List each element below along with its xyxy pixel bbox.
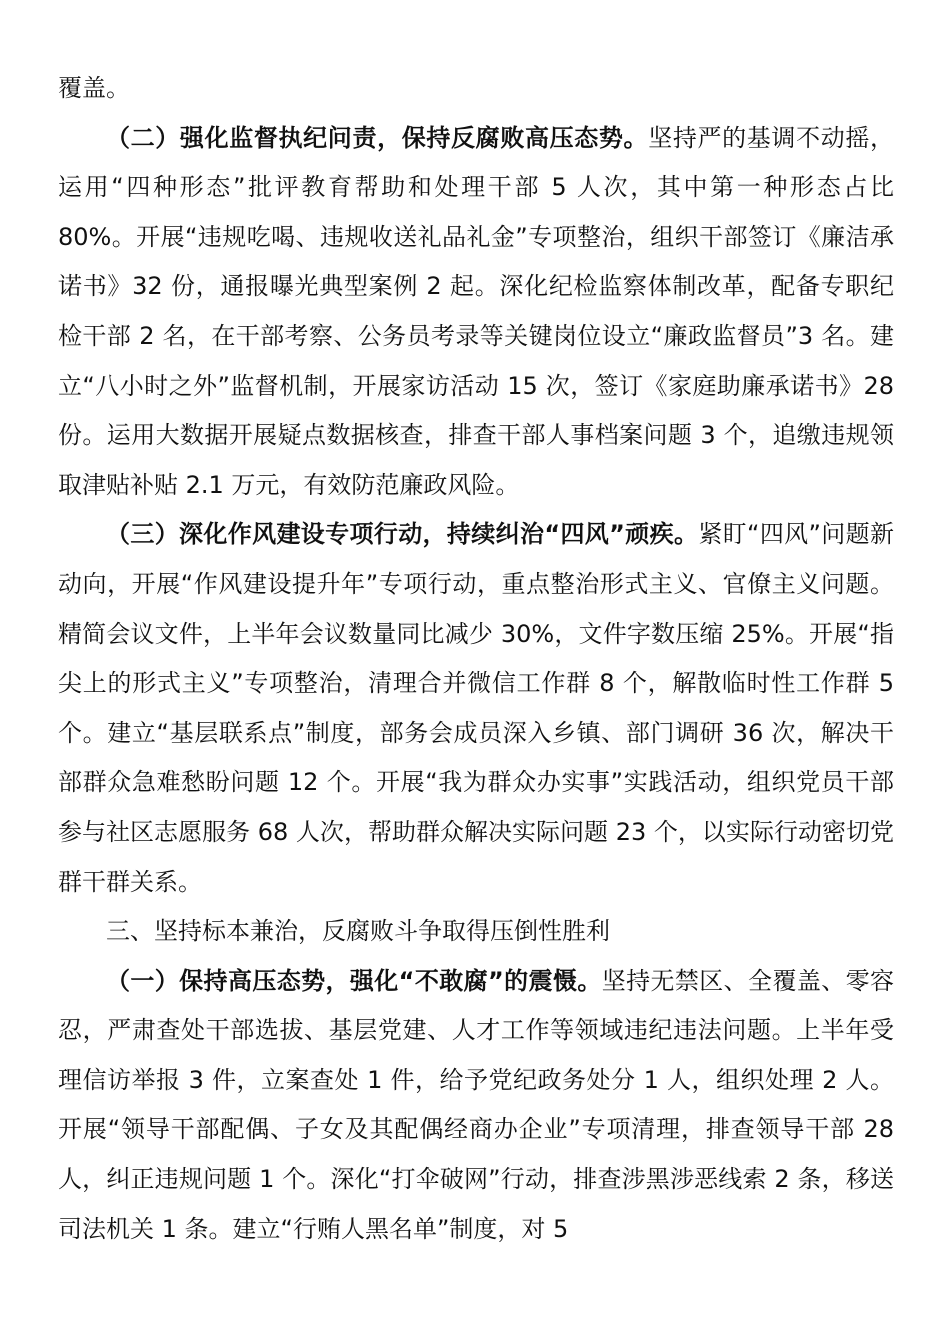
paragraph-work-style xyxy=(58,510,894,907)
paragraph-lead-bold: （一）保持高压态势，强化“不敢腐”的震慑。 xyxy=(106,966,602,995)
paragraph-text: 坚持无禁区、全覆盖、零容忍，严肃查处干部选拔、基层党建、人才工作等领域违纪违法问题。上半年受理信访举报 3 件，立案查处 1 件，给予党纪政务处分 1 人，组织处理 2 人。开展“领导干部配偶、子女及其配偶经商办企业”专项清理，排查领导干部 28 人，纠正违规问题 1 个。深化“打伞破网”行动，排查涉黑涉恶线索 2 条，移送司法机关 1 条。建立“行贿人黑名单”制度，对 5 xyxy=(58,966,894,1243)
document-page xyxy=(58,64,894,1254)
paragraph-supervision xyxy=(58,114,894,511)
paragraph-text: 坚持严的基调不动摇，运用“四种形态”批评教育帮助和处理干部 5 人次，其中第一种形态占比 80%。开展“违规吃喝、违规收送礼品礼金”专项整治，组织干部签订《廉洁承诺书》32 份，通报曝光典型案例 2 起。深化纪检监察体制改革，配备专职纪检干部 2 名，在干部考察、公务员考录等关键岗位设立“廉政监督员”3 名。建立“八小时之外”监督机制，开展家访活动 15 次，签订《家庭助廉承诺书》28 份。运用大数据开展疑点数据核查，排查干部人事档案问题 3 个，追缴违规领取津贴补贴 2.1 万元，有效防范廉政风险。 xyxy=(58,123,895,499)
paragraph-high-pressure xyxy=(58,957,894,1255)
paragraph-lead-bold: （二）强化监督执纪问责，保持反腐败高压态势。 xyxy=(106,123,649,152)
paragraph-text: 覆盖。 xyxy=(58,74,130,102)
paragraph-continuation xyxy=(58,64,894,114)
section-heading: 三、坚持标本兼治，反腐败斗争取得压倒性胜利 xyxy=(106,917,610,946)
paragraph-lead-bold: （三）深化作风建设专项行动，持续纠治“四风”顽疾。 xyxy=(106,520,699,549)
paragraph-text: 紧盯“四风”问题新动向，开展“作风建设提升年”专项行动，重点整治形式主义、官僚主义问题。精简会议文件，上半年会议数量同比减少 30%，文件字数压缩 25%。开展“指尖上的形式主义”专项整治，清理合并微信工作群 8 个，解散临时性工作群 5 个。建立“基层联系点”制度，部务会成员深入乡镇、部门调研 36 次，解决干部群众急难愁盼问题 12 个。开展“我为群众办实事”实践活动，组织党员干部参与社区志愿服务 68 人次，帮助群众解决实际问题 23 个，以实际行动密切党群干群关系。 xyxy=(58,520,895,896)
